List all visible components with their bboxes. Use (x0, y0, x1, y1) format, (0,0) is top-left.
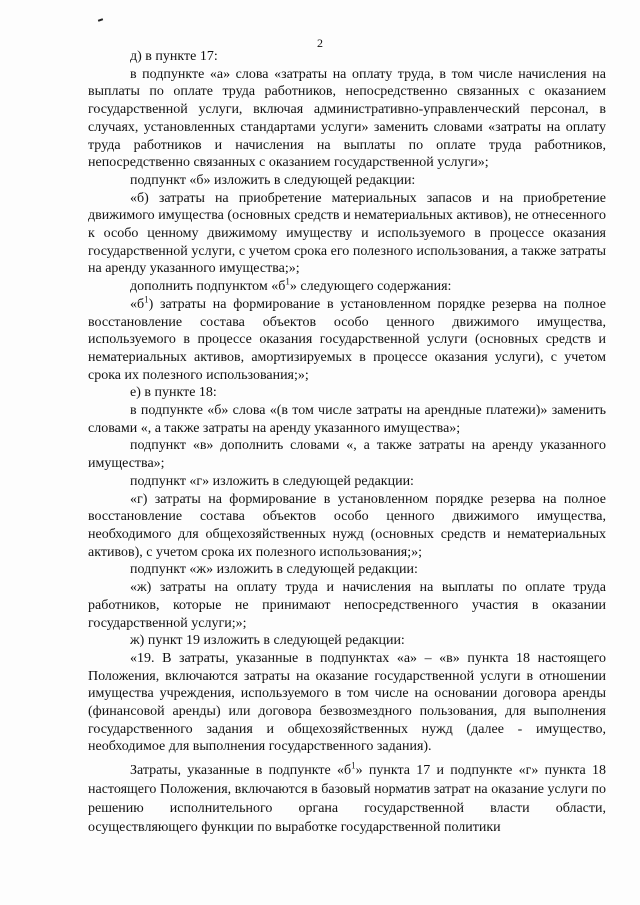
paragraph-subitem-v: подпункт «в» дополнить словами «, а также затраты на аренду указанного имущества»; (88, 438, 606, 472)
page-number: 2 (317, 36, 323, 50)
paragraph-subitem-b-text: «б) затраты на приобретение материальных запасов и на приобретение движимого имущества (основных средств и нематериальных активов), не отнесенного к особо ценному движимому имуществу и используемого в процессе оказания государственной услуги, с учетом срока его полезного использования, а также затраты на аренду указанного имущества;»; (88, 190, 606, 277)
paragraph-subitem-g-heading: подпункт «г» изложить в следующей редакции: (130, 473, 414, 489)
paragraph-item-zh: ж) пункт 19 изложить в следующей редакции: (130, 633, 405, 649)
paragraph-costs: Затраты, указанные в подпункте «$б^1$» пункта 17 и подпункте «г» пункта 18 настоящего Положения, включаются в базовый норматив затрат на оказание услуги по решению исполнительного органа государственной власти области, осуществляющего функции по выработке государственной политики (88, 760, 607, 836)
paragraph-add-b1-heading: дополнить подпунктом «$б^1$» следующего содержания: (130, 276, 452, 295)
document-body (88, 48, 606, 837)
scan-speck (98, 18, 103, 22)
paragraph-subitem-b1-text: «$б^1$) затраты на формирование в установленном порядке резерва на полное восстановление состава объектов особо ценного движимого имущества, используемого в процессе оказания государственной услуги (основных средств и нематериальных активов, амортизируемых в процессе оказания услуги), с учетом срока их полезного использования;»; (88, 294, 606, 383)
paragraph-point-19: «19. В затраты, указанные в подпунктах «а» – «в» пункта 18 настоящего Положения, включаются затраты на оказание государственной услуги в отношении имущества учреждения, используемого в том числе на основании договора аренды (финансовой аренды) или договора безвозмездного пользования, для выполнения государственного задания и общехозяйственных нужд (далее - имущество, необходимое для выполнения государственного задания). (88, 650, 606, 755)
paragraph-subitem-b-words: в подпункте «б» слова «(в том числе затраты на арендные платежи)» заменить словами «, а также затраты на аренду указанного имущества»; (88, 403, 606, 436)
paragraph-subitem-b-heading: подпункт «б» изложить в следующей редакции: (130, 172, 416, 188)
paragraph-subitem-g-text: «г) затраты на формирование в установленном порядке резерва на полное восстановление состава объектов особо ценного движимого имущества, необходимого для общехозяйственных нужд (основных средств и нематериальных активов), с учетом срока их полезного использования;»; (88, 491, 606, 560)
paragraph-item-d: д) в пункте 17: (130, 49, 218, 64)
paragraph-subitem-zh-heading: подпункт «ж» изложить в следующей редакции: (130, 562, 418, 578)
paragraph-subitem-zh-text: «ж) затраты на оплату труда и начисления на выплаты по оплате труда работников, которые не принимают непосредственного участия в оказании государственной услуги;»; (88, 580, 606, 631)
paragraph-item-e: е) в пункте 18: (130, 385, 217, 401)
paragraph-subitem-a-replace: в подпункте «а» слова «затраты на оплату труда, в том числе начисления на выплаты по оплате труда работников, непосредственно связанных с оказанием государственной услуги, включая административно-управленческий персонал, в случаях, установленных стандартами услуги» заменить словами «затраты на оплату труда работников и начисления на выплаты по оплате труда работников, непосредственно связанных с оказанием государственной услуги»; (88, 66, 606, 171)
